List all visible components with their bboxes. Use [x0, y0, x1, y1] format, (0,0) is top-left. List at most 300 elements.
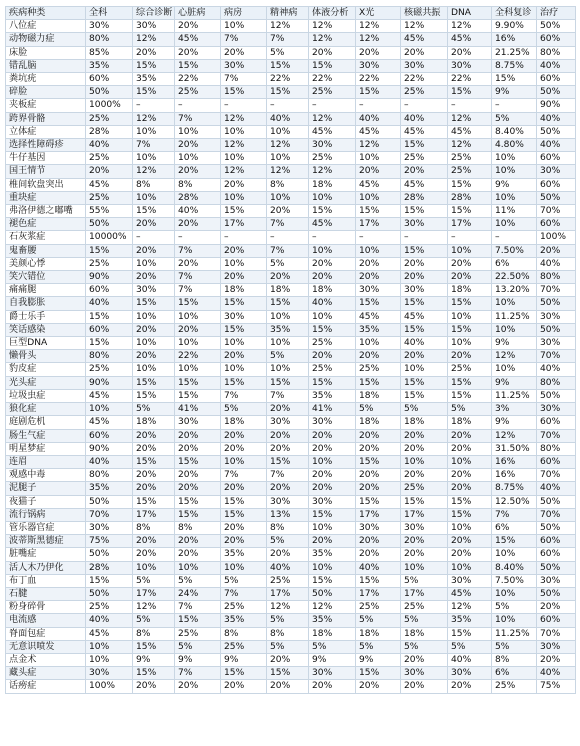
- value-cell: 5%: [267, 614, 309, 627]
- table-row: [6, 284, 576, 297]
- column-header: 全科复诊: [492, 7, 537, 20]
- value-cell: 15%: [356, 574, 401, 587]
- value-cell: 40%: [175, 205, 221, 218]
- value-cell: 20%: [175, 218, 221, 231]
- value-cell: 30%: [537, 337, 576, 350]
- value-cell: 15%: [492, 73, 537, 86]
- value-cell: 20%: [221, 429, 267, 442]
- value-cell: 10%: [309, 521, 356, 534]
- value-cell: 45%: [86, 416, 133, 429]
- value-cell: 12%: [267, 601, 309, 614]
- value-cell: 15%: [221, 508, 267, 521]
- value-cell: 30%: [133, 20, 175, 33]
- value-cell: 30%: [448, 574, 492, 587]
- table-row: [6, 548, 576, 561]
- value-cell: 28%: [175, 191, 221, 204]
- disease-name-cell: 明星梦症: [6, 442, 86, 455]
- value-cell: 25%: [401, 152, 448, 165]
- value-cell: 20%: [448, 469, 492, 482]
- table-row: [6, 587, 576, 600]
- value-cell: 9%: [492, 416, 537, 429]
- table-row: [6, 152, 576, 165]
- value-cell: 3%: [492, 403, 537, 416]
- disease-name-cell: 错乱脑: [6, 59, 86, 72]
- value-cell: 22.50%: [492, 271, 537, 284]
- disease-name-cell: 美颜心悸: [6, 257, 86, 270]
- value-cell: 45%: [356, 125, 401, 138]
- value-cell: 10%: [492, 297, 537, 310]
- value-cell: 15%: [133, 640, 175, 653]
- table-row: [6, 535, 576, 548]
- value-cell: 45%: [175, 33, 221, 46]
- value-cell: 22%: [267, 73, 309, 86]
- value-cell: 8.40%: [492, 125, 537, 138]
- value-cell: 20%: [401, 429, 448, 442]
- value-cell: 12%: [448, 112, 492, 125]
- value-cell: 70%: [86, 508, 133, 521]
- value-cell: 30%: [537, 403, 576, 416]
- value-cell: 15%: [86, 244, 133, 257]
- value-cell: 11.25%: [492, 627, 537, 640]
- value-cell: 10%: [492, 191, 537, 204]
- disease-name-cell: 痛痛腿: [6, 284, 86, 297]
- value-cell: 50%: [537, 521, 576, 534]
- table-row: [6, 86, 576, 99]
- value-cell: 15%: [133, 389, 175, 402]
- value-cell: –: [448, 231, 492, 244]
- value-cell: 45%: [356, 310, 401, 323]
- value-cell: 10%: [492, 587, 537, 600]
- value-cell: 40%: [86, 297, 133, 310]
- value-cell: 22%: [309, 73, 356, 86]
- table-row: [6, 403, 576, 416]
- value-cell: 40%: [86, 614, 133, 627]
- disease-name-cell: 牛仔基因: [6, 152, 86, 165]
- disease-name-cell: 话痨症: [6, 680, 86, 693]
- table-row: [6, 244, 576, 257]
- value-cell: 30%: [401, 59, 448, 72]
- table-row: [6, 455, 576, 468]
- value-cell: 21.25%: [492, 46, 537, 59]
- value-cell: 7%: [175, 112, 221, 125]
- value-cell: 15%: [356, 495, 401, 508]
- value-cell: 80%: [537, 46, 576, 59]
- value-cell: 45%: [309, 218, 356, 231]
- value-cell: 30%: [537, 165, 576, 178]
- value-cell: 30%: [356, 284, 401, 297]
- value-cell: 45%: [86, 627, 133, 640]
- value-cell: 35%: [133, 73, 175, 86]
- value-cell: 25%: [309, 337, 356, 350]
- value-cell: 35%: [309, 614, 356, 627]
- value-cell: 10%: [492, 363, 537, 376]
- value-cell: 30%: [537, 574, 576, 587]
- value-cell: 30%: [221, 310, 267, 323]
- table-row: [6, 653, 576, 666]
- value-cell: 20%: [175, 165, 221, 178]
- value-cell: 40%: [356, 112, 401, 125]
- table-row: [6, 33, 576, 46]
- value-cell: 20%: [133, 442, 175, 455]
- value-cell: 20%: [267, 482, 309, 495]
- value-cell: 10%: [133, 125, 175, 138]
- value-cell: 80%: [537, 376, 576, 389]
- value-cell: 15%: [267, 86, 309, 99]
- value-cell: 5%: [309, 640, 356, 653]
- value-cell: 9%: [492, 86, 537, 99]
- column-header: 心脏病: [175, 7, 221, 20]
- value-cell: 10%: [221, 257, 267, 270]
- value-cell: 20%: [356, 535, 401, 548]
- value-cell: 18%: [356, 627, 401, 640]
- value-cell: –: [356, 99, 401, 112]
- value-cell: 30%: [309, 139, 356, 152]
- value-cell: 12%: [133, 33, 175, 46]
- table-row: [6, 20, 576, 33]
- value-cell: 15%: [401, 389, 448, 402]
- value-cell: 5%: [448, 640, 492, 653]
- table-row: [6, 469, 576, 482]
- value-cell: 5%: [356, 640, 401, 653]
- value-cell: 10%: [133, 152, 175, 165]
- value-cell: 50%: [86, 587, 133, 600]
- value-cell: 35%: [221, 548, 267, 561]
- value-cell: 20%: [221, 442, 267, 455]
- value-cell: 60%: [86, 284, 133, 297]
- value-cell: 20%: [133, 323, 175, 336]
- table-row: [6, 495, 576, 508]
- value-cell: 9%: [133, 653, 175, 666]
- value-cell: 20%: [537, 244, 576, 257]
- value-cell: 20%: [356, 350, 401, 363]
- value-cell: 25%: [401, 86, 448, 99]
- table-row: [6, 350, 576, 363]
- table-row: [6, 231, 576, 244]
- column-header: 病房: [221, 7, 267, 20]
- value-cell: 10%: [356, 152, 401, 165]
- value-cell: 20%: [267, 403, 309, 416]
- value-cell: 5%: [133, 403, 175, 416]
- value-cell: 20%: [448, 429, 492, 442]
- value-cell: 18%: [401, 627, 448, 640]
- value-cell: 20%: [448, 257, 492, 270]
- column-header: 综合诊断: [133, 7, 175, 20]
- value-cell: 10%: [133, 363, 175, 376]
- value-cell: 8%: [133, 521, 175, 534]
- value-cell: 20%: [221, 46, 267, 59]
- value-cell: 30%: [86, 20, 133, 33]
- value-cell: 15%: [267, 297, 309, 310]
- value-cell: 17%: [133, 587, 175, 600]
- value-cell: –: [309, 231, 356, 244]
- value-cell: 8%: [267, 521, 309, 534]
- value-cell: 10%: [492, 152, 537, 165]
- value-cell: 10%: [448, 455, 492, 468]
- value-cell: 20%: [401, 271, 448, 284]
- table-row: [6, 376, 576, 389]
- value-cell: 15%: [448, 389, 492, 402]
- value-cell: 15%: [356, 376, 401, 389]
- table-row: [6, 323, 576, 336]
- value-cell: 20%: [448, 548, 492, 561]
- value-cell: –: [133, 99, 175, 112]
- value-cell: 10%: [221, 191, 267, 204]
- value-cell: 40%: [537, 112, 576, 125]
- value-cell: 20%: [221, 521, 267, 534]
- table-row: [6, 165, 576, 178]
- disease-name-cell: 笑话感染: [6, 323, 86, 336]
- value-cell: 5%: [267, 640, 309, 653]
- value-cell: 18%: [133, 416, 175, 429]
- value-cell: 30%: [356, 521, 401, 534]
- value-cell: 10%: [221, 455, 267, 468]
- value-cell: 18%: [448, 416, 492, 429]
- disease-name-cell: 豹皮症: [6, 363, 86, 376]
- value-cell: 13.20%: [492, 284, 537, 297]
- disease-name-cell: 庭剧危机: [6, 416, 86, 429]
- value-cell: 20%: [309, 46, 356, 59]
- disease-name-cell: 光头症: [6, 376, 86, 389]
- value-cell: 12%: [221, 165, 267, 178]
- disease-name-cell: 管乐器官症: [6, 521, 86, 534]
- value-cell: 5%: [492, 601, 537, 614]
- value-cell: 15%: [356, 297, 401, 310]
- value-cell: 60%: [537, 33, 576, 46]
- value-cell: 45%: [401, 310, 448, 323]
- disease-name-cell: 无意识喷发: [6, 640, 86, 653]
- value-cell: 8%: [267, 627, 309, 640]
- value-cell: 30%: [537, 310, 576, 323]
- value-cell: 15%: [448, 178, 492, 191]
- value-cell: 12%: [492, 429, 537, 442]
- value-cell: 90%: [86, 271, 133, 284]
- value-cell: 15%: [356, 205, 401, 218]
- value-cell: 10%: [267, 337, 309, 350]
- value-cell: 10%: [175, 310, 221, 323]
- value-cell: 13%: [267, 508, 309, 521]
- table-row: [6, 614, 576, 627]
- table-row: [6, 680, 576, 693]
- value-cell: 20%: [401, 680, 448, 693]
- table-row: [6, 521, 576, 534]
- value-cell: 30%: [86, 521, 133, 534]
- disease-name-cell: 点金术: [6, 653, 86, 666]
- disease-name-cell: 爵士乐手: [6, 310, 86, 323]
- value-cell: 5%: [133, 574, 175, 587]
- value-cell: 60%: [86, 323, 133, 336]
- disease-name-cell: 布丁血: [6, 574, 86, 587]
- value-cell: 80%: [537, 271, 576, 284]
- value-cell: 20%: [537, 653, 576, 666]
- table-row: [6, 389, 576, 402]
- value-cell: 20%: [133, 271, 175, 284]
- value-cell: 15%: [133, 495, 175, 508]
- value-cell: 7%: [267, 218, 309, 231]
- value-cell: 25%: [86, 112, 133, 125]
- value-cell: 9%: [221, 653, 267, 666]
- value-cell: 10000%: [86, 231, 133, 244]
- value-cell: –: [401, 231, 448, 244]
- value-cell: 22%: [401, 73, 448, 86]
- value-cell: 15%: [175, 508, 221, 521]
- value-cell: 5%: [492, 112, 537, 125]
- value-cell: 40%: [537, 59, 576, 72]
- value-cell: 12%: [448, 20, 492, 33]
- value-cell: 20%: [175, 469, 221, 482]
- value-cell: 20%: [401, 653, 448, 666]
- value-cell: 15%: [267, 455, 309, 468]
- value-cell: 40%: [537, 667, 576, 680]
- value-cell: 12%: [309, 112, 356, 125]
- value-cell: 30%: [133, 284, 175, 297]
- disease-name-cell: 脏嘴症: [6, 548, 86, 561]
- value-cell: 5%: [175, 640, 221, 653]
- value-cell: 17%: [401, 587, 448, 600]
- value-cell: 9%: [492, 376, 537, 389]
- value-cell: 17%: [221, 218, 267, 231]
- disease-name-cell: 懒骨头: [6, 350, 86, 363]
- value-cell: 20%: [309, 535, 356, 548]
- value-cell: 12%: [267, 165, 309, 178]
- value-cell: 17%: [133, 508, 175, 521]
- value-cell: 60%: [86, 429, 133, 442]
- value-cell: 10%: [356, 191, 401, 204]
- value-cell: 20%: [133, 680, 175, 693]
- value-cell: 20%: [267, 653, 309, 666]
- value-cell: 20%: [401, 350, 448, 363]
- value-cell: 22%: [175, 73, 221, 86]
- value-cell: 20%: [221, 244, 267, 257]
- value-cell: 70%: [537, 284, 576, 297]
- table-row: [6, 640, 576, 653]
- value-cell: 15%: [356, 86, 401, 99]
- value-cell: 10%: [401, 561, 448, 574]
- value-cell: 10%: [221, 152, 267, 165]
- value-cell: 5%: [267, 46, 309, 59]
- value-cell: 10%: [221, 337, 267, 350]
- value-cell: 10%: [356, 337, 401, 350]
- value-cell: 60%: [537, 535, 576, 548]
- value-cell: 25%: [86, 152, 133, 165]
- value-cell: 12%: [309, 20, 356, 33]
- value-cell: 20%: [401, 469, 448, 482]
- value-cell: 45%: [401, 125, 448, 138]
- value-cell: 10%: [133, 191, 175, 204]
- value-cell: 8%: [267, 178, 309, 191]
- value-cell: 16%: [492, 469, 537, 482]
- value-cell: 12%: [356, 20, 401, 33]
- value-cell: 70%: [537, 205, 576, 218]
- value-cell: 12.50%: [492, 495, 537, 508]
- value-cell: 35%: [86, 59, 133, 72]
- disease-name-cell: 重块症: [6, 191, 86, 204]
- table-row: [6, 627, 576, 640]
- value-cell: 7.50%: [492, 244, 537, 257]
- value-cell: –: [309, 99, 356, 112]
- value-cell: 20%: [356, 469, 401, 482]
- value-cell: 20%: [221, 271, 267, 284]
- value-cell: 25%: [86, 257, 133, 270]
- value-cell: 20%: [221, 482, 267, 495]
- column-header: X光: [356, 7, 401, 20]
- value-cell: 12%: [221, 112, 267, 125]
- column-header: 全科: [86, 7, 133, 20]
- table-row: [6, 574, 576, 587]
- value-cell: 50%: [86, 218, 133, 231]
- value-cell: 45%: [401, 178, 448, 191]
- value-cell: 10%: [448, 337, 492, 350]
- value-cell: 20%: [267, 442, 309, 455]
- value-cell: 70%: [537, 508, 576, 521]
- disease-name-cell: 连眉: [6, 455, 86, 468]
- value-cell: 10%: [309, 561, 356, 574]
- value-cell: 6%: [492, 257, 537, 270]
- value-cell: 20%: [356, 482, 401, 495]
- value-cell: 60%: [537, 73, 576, 86]
- value-cell: 20%: [175, 442, 221, 455]
- value-cell: 15%: [175, 376, 221, 389]
- value-cell: 5%: [401, 403, 448, 416]
- value-cell: 28%: [86, 125, 133, 138]
- value-cell: 70%: [537, 429, 576, 442]
- value-cell: 5%: [221, 403, 267, 416]
- value-cell: 10%: [448, 244, 492, 257]
- value-cell: 20%: [356, 429, 401, 442]
- value-cell: 20%: [133, 350, 175, 363]
- value-cell: 30%: [86, 667, 133, 680]
- value-cell: 30%: [309, 416, 356, 429]
- value-cell: 100%: [537, 231, 576, 244]
- value-cell: 25%: [401, 601, 448, 614]
- value-cell: 60%: [537, 218, 576, 231]
- disease-name-cell: 石腱: [6, 587, 86, 600]
- value-cell: 25%: [448, 152, 492, 165]
- value-cell: 90%: [86, 442, 133, 455]
- value-cell: 15%: [309, 574, 356, 587]
- table-row: [6, 310, 576, 323]
- value-cell: 35%: [309, 389, 356, 402]
- value-cell: 8%: [175, 178, 221, 191]
- value-cell: 85%: [86, 46, 133, 59]
- value-cell: 20%: [356, 680, 401, 693]
- value-cell: 25%: [448, 165, 492, 178]
- value-cell: 15%: [221, 86, 267, 99]
- value-cell: 20%: [448, 46, 492, 59]
- value-cell: 10%: [175, 561, 221, 574]
- value-cell: 30%: [448, 59, 492, 72]
- table-row: [6, 416, 576, 429]
- value-cell: 50%: [86, 86, 133, 99]
- value-cell: 40%: [401, 337, 448, 350]
- value-cell: 35%: [448, 614, 492, 627]
- disease-name-cell: 动物磁力症: [6, 33, 86, 46]
- value-cell: 20%: [309, 442, 356, 455]
- disease-name-cell: 脊面包症: [6, 627, 86, 640]
- value-cell: 15%: [133, 59, 175, 72]
- value-cell: 30%: [537, 640, 576, 653]
- value-cell: 25%: [356, 601, 401, 614]
- value-cell: 12%: [133, 112, 175, 125]
- value-cell: 30%: [309, 495, 356, 508]
- value-cell: 12%: [133, 601, 175, 614]
- value-cell: 7%: [175, 284, 221, 297]
- value-cell: 12%: [401, 20, 448, 33]
- value-cell: 40%: [267, 112, 309, 125]
- value-cell: 8%: [133, 178, 175, 191]
- value-cell: 9%: [492, 337, 537, 350]
- value-cell: 12%: [267, 20, 309, 33]
- value-cell: –: [221, 99, 267, 112]
